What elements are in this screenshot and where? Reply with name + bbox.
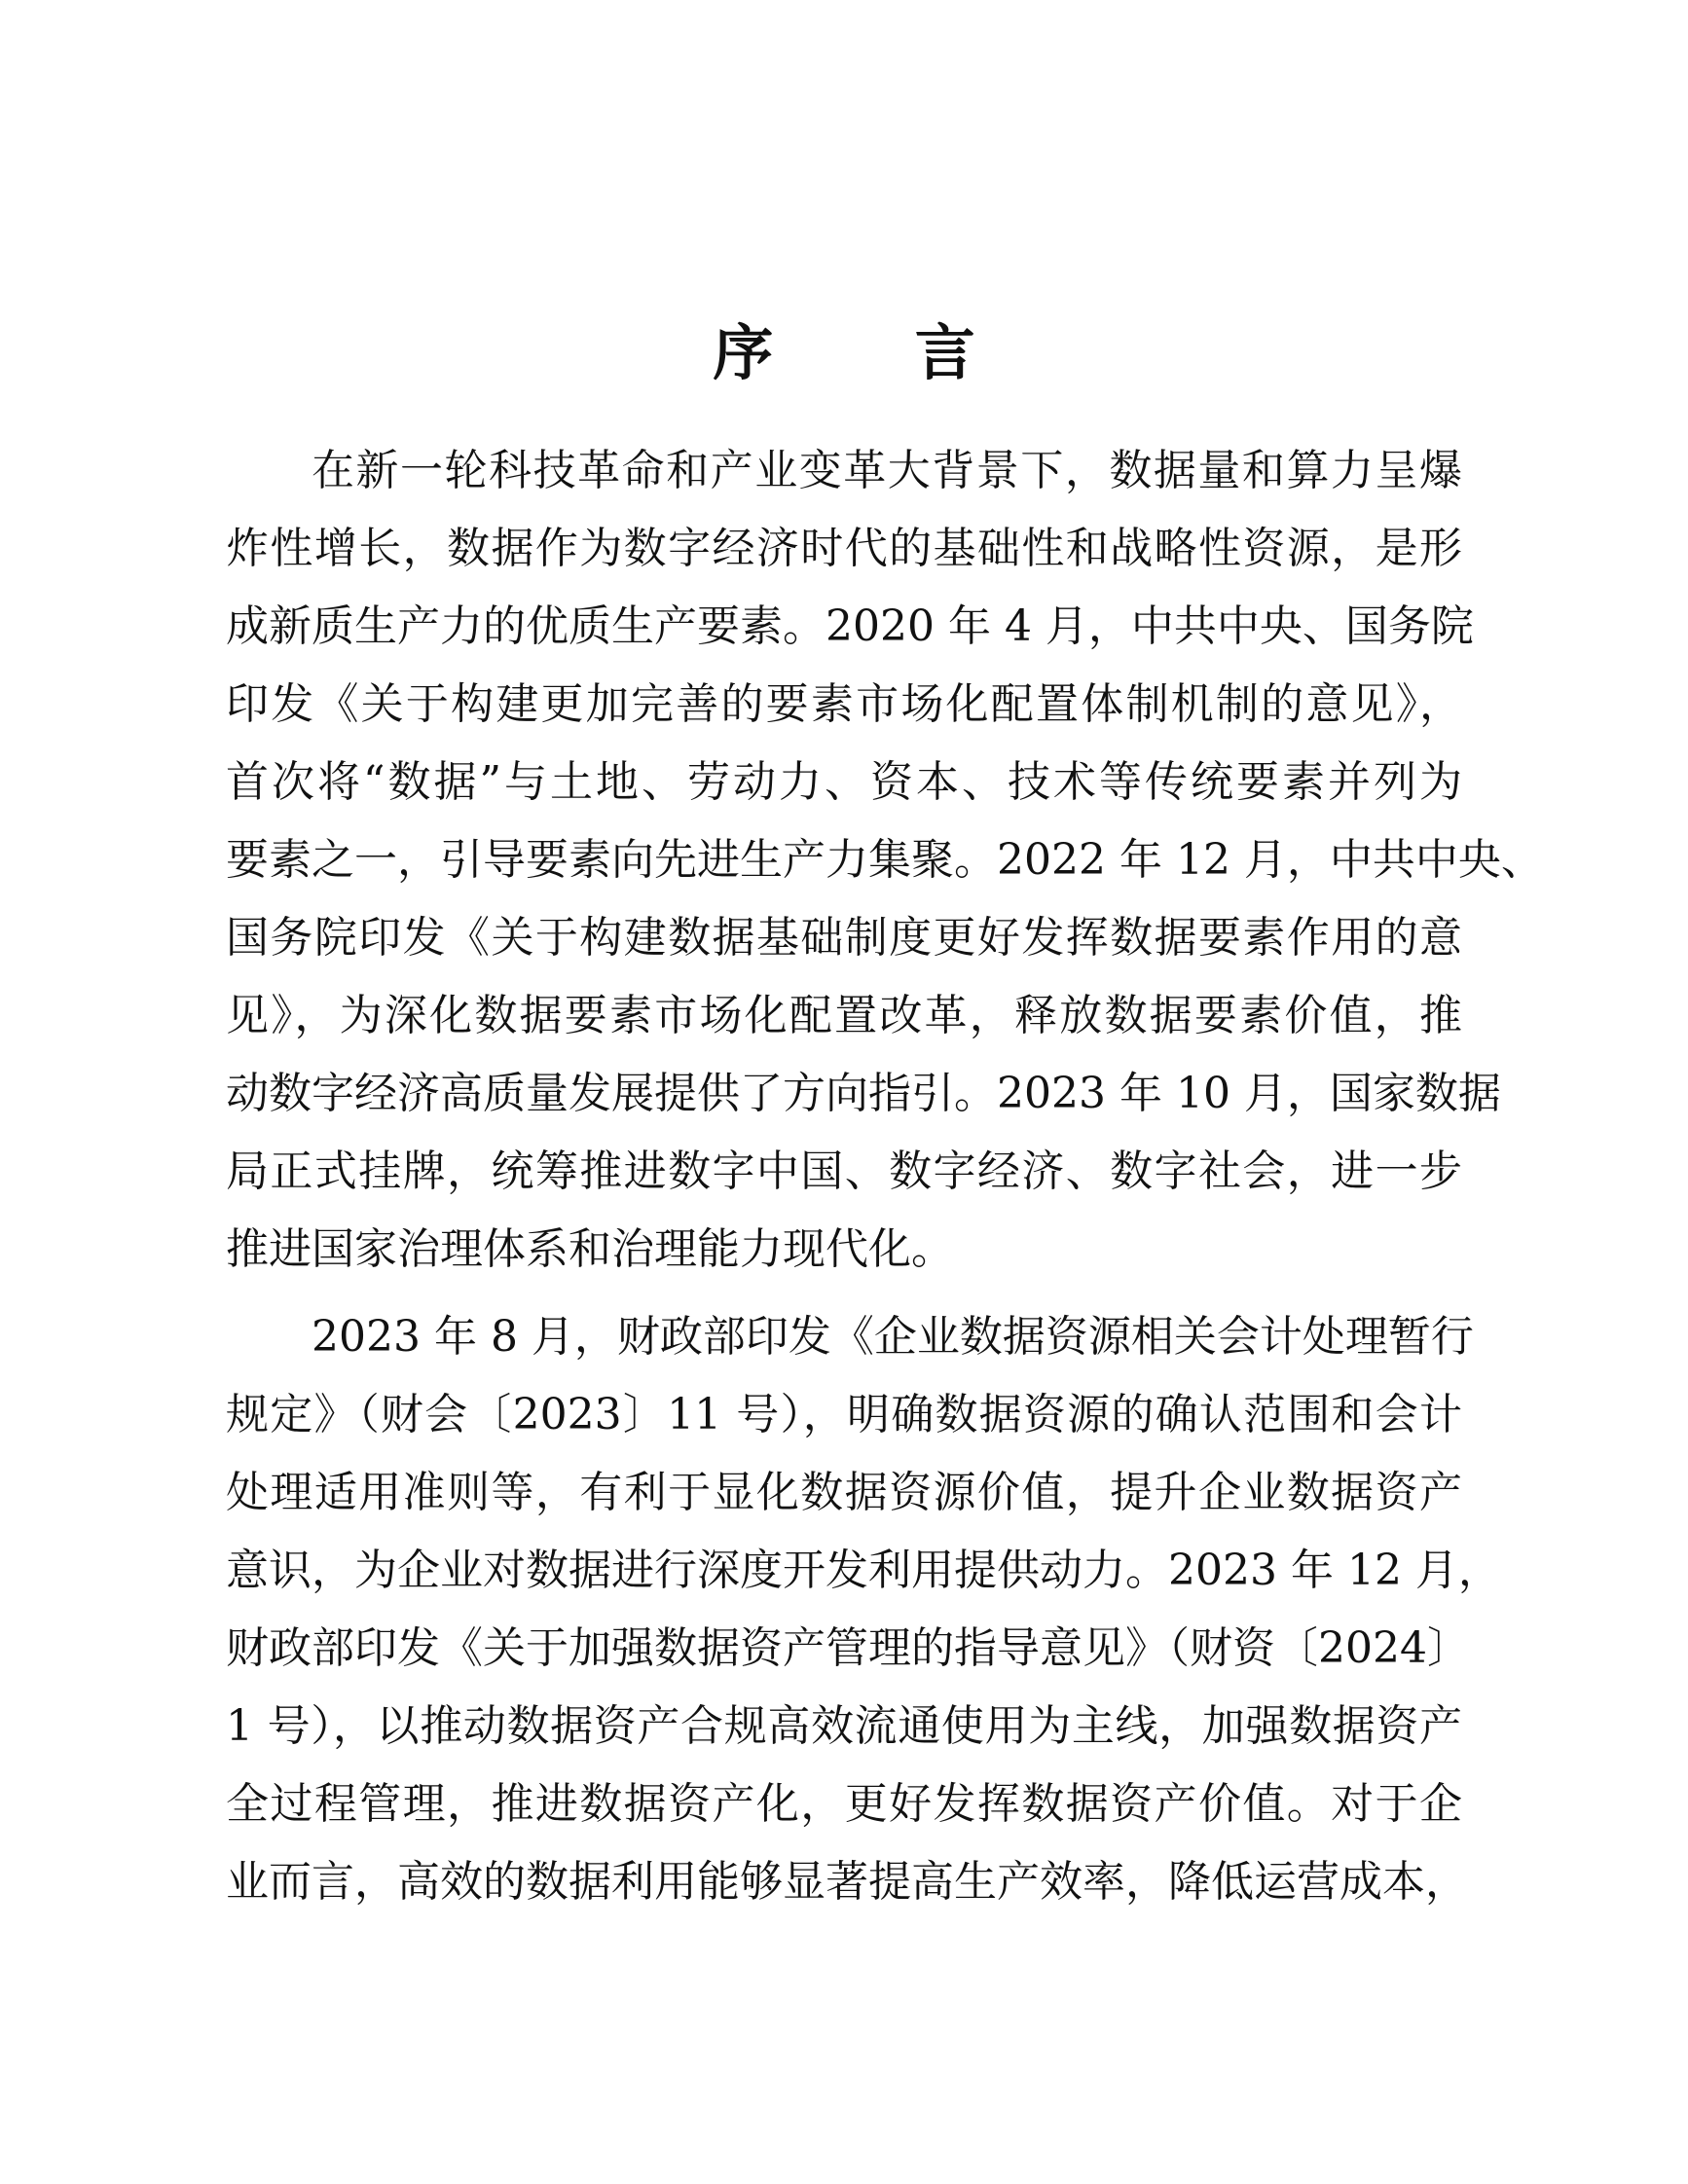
paragraph-line: 国务院印发《关于构建数据基础制度更好发挥数据要素作用的意: [226, 913, 1462, 963]
paragraph-line: 首次将“数据”与土地、劳动力、资本、技术等传统要素并列为: [226, 757, 1462, 807]
paragraph-line: 在新一轮科技革命和产业变革大背景下，数据量和算力呈爆: [312, 446, 1462, 495]
paragraph-line: 推进国家治理体系和治理能力现代化。: [226, 1224, 954, 1274]
paragraph-line: 财政部印发《关于加强数据资产管理的指导意见》（财资〔2024〕: [226, 1623, 1470, 1673]
paragraph-line: 炸性增长，数据作为数字经济时代的基础性和战略性资源，是形: [226, 524, 1462, 573]
paragraph-line: 要素之一，引导要素向先进生产力集聚。2022 年 12 月，中共中央、: [226, 835, 1544, 885]
paragraph-line: 业而言，高效的数据利用能够显著提高生产效率，降低运营成本，: [226, 1857, 1468, 1907]
paragraph-line: 见》，为深化数据要素市场化配置改革，释放数据要素价值，推: [226, 991, 1462, 1040]
paragraph-line: 意识，为企业对数据进行深度开发利用提供动力。2023 年 12 月，: [226, 1546, 1501, 1595]
paragraph-line: 印发《关于构建更加完善的要素市场化配置体制机制的意见》，: [226, 679, 1462, 729]
paragraph-line: 1 号），以推动数据资产合规高效流通使用为主线，加强数据资产: [226, 1701, 1462, 1751]
paragraph-line: 2023 年 8 月，财政部印发《企业数据资源相关会计处理暂行: [312, 1312, 1474, 1362]
paragraph-line: 成新质生产力的优质生产要素。2020 年 4 月，中共中央、国务院: [226, 601, 1474, 651]
paragraph-line: 全过程管理，推进数据资产化，更好发挥数据资产价值。对于企: [226, 1779, 1462, 1829]
page-title: 序 言: [713, 317, 1036, 388]
paragraph-line: 动数字经济高质量发展提供了方向指引。2023 年 10 月，国家数据: [226, 1069, 1501, 1118]
paragraph-line: 局正式挂牌，统筹推进数字中国、数字经济、数字社会，进一步: [226, 1147, 1462, 1196]
paragraph-line: 处理适用准则等，有利于显化数据资源价值，提升企业数据资产: [226, 1468, 1462, 1517]
paragraph-line: 规定》（财会〔2023〕11 号），明确数据资源的确认范围和会计: [226, 1390, 1462, 1439]
